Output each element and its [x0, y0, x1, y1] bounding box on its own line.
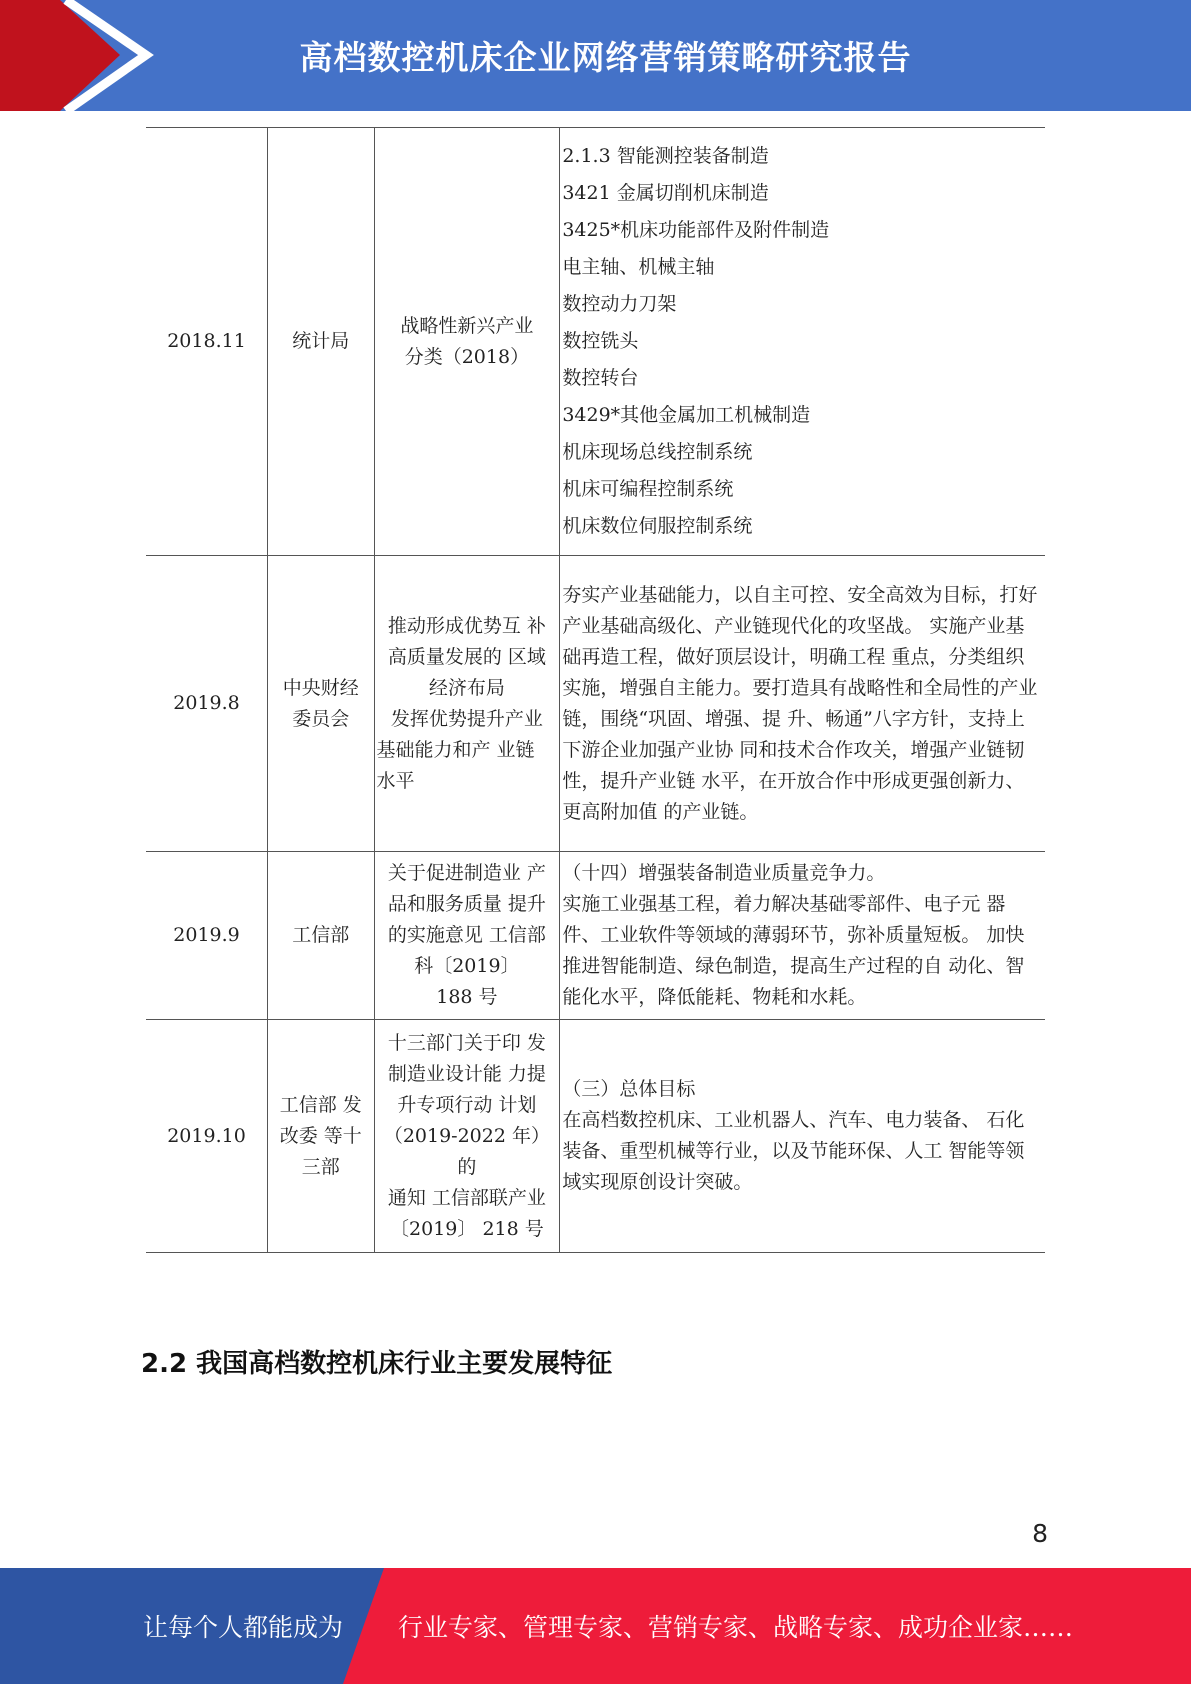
header-title: 高档数控机床企业网络营销策略研究报告 — [299, 38, 912, 77]
document-line: 水平 — [376, 769, 415, 792]
document-line: 战略性新兴产业 — [400, 314, 534, 337]
date-cell: 2019.10 — [146, 1020, 268, 1253]
document-cell — [374, 128, 560, 556]
content-line: 数控铣头 — [562, 330, 639, 352]
document-line: 高质量发展的 区域 — [387, 645, 546, 668]
document-line: 关于促进制造业 产 — [387, 862, 546, 884]
content-cell — [560, 1020, 1045, 1253]
dept-line: 委员会 — [292, 707, 350, 730]
document-line: 经济布局 — [428, 676, 505, 699]
section-heading: 2.2 我国高档数控机床行业主要发展特征 — [141, 1349, 613, 1379]
content-line: 数控转台 — [562, 367, 639, 389]
dept-line: 改委 等十 — [279, 1124, 362, 1147]
table-row — [146, 1020, 1045, 1253]
content-cell — [560, 556, 1045, 852]
date-cell: 2019.9 — [146, 852, 268, 1020]
table-row — [146, 128, 1045, 556]
document-line: 发挥优势提升产业 — [390, 707, 543, 730]
document-line: 的实施意见 工信部 — [387, 924, 546, 946]
table-row — [146, 852, 1045, 1020]
page-number: 8 — [1032, 1519, 1048, 1548]
document-line: 科〔2019〕 — [414, 955, 520, 977]
document-line: 制造业设计能 力提 — [387, 1062, 546, 1085]
date-cell: 2018.11 — [146, 128, 268, 556]
content-line: 2.1.3 智能测控装备制造 — [562, 145, 769, 167]
dept-line: 工信部 发 — [279, 1093, 362, 1116]
content-line: （十四）增强装备制造业质量竞争力。 — [562, 862, 886, 884]
document-line: 升专项行动 计划 — [397, 1093, 537, 1116]
document-line: 品和服务质量 提升 — [387, 893, 546, 915]
dept-cell — [268, 1020, 374, 1253]
document-cell — [374, 556, 560, 852]
document-line: 基础能力和产 业链 — [376, 738, 535, 761]
content-line: （三）总体目标 — [562, 1078, 696, 1100]
document-line: 推动形成优势互 补 — [387, 614, 546, 637]
dept-cell: 统计局 — [268, 128, 374, 556]
date-cell: 2019.8 — [146, 556, 268, 852]
footer-slogan-right: 行业专家、管理专家、营销专家、战略专家、成功企业家…… — [398, 1613, 1074, 1642]
document-line: 通知 工信部联产业 — [387, 1186, 546, 1209]
content-line: 机床现场总线控制系统 — [562, 441, 753, 463]
document-line: 〔2019〕 218 号 — [390, 1217, 544, 1240]
content-line: 3425*机床功能部件及附件制造 — [562, 219, 830, 241]
content-paragraph: 夯实产业基础能力，以自主可控、安全高效为目标，打好产业基础高级化、产业链现代化的攻坚战。 实施产业基础再造工程，做好顶层设计，明确工程 重点，分类组织实施，增强自主能力。要打造具有战略性和全局性的产业链，围绕“巩固、增强、提 升、畅通”八字方针，支持上下游企业加强产业协 同和技术合作攻关，增强产业链韧性，提升产业链 水平，在开放合作中形成更强创新力、更高附加值 的产业链。 — [562, 583, 1038, 823]
page-footer — [0, 1568, 1191, 1684]
document-line: （2019-2022 年）的 — [383, 1124, 550, 1178]
document-line: 十三部门关于印 发 — [387, 1031, 546, 1054]
content-line: 机床可编程控制系统 — [562, 478, 734, 500]
document-cell — [374, 852, 560, 1020]
content-line: 机床数位伺服控制系统 — [562, 515, 753, 537]
dept-cell — [268, 556, 374, 852]
dept-cell: 工信部 — [268, 852, 374, 1020]
content-line: 数控动力刀架 — [562, 293, 677, 315]
content-cell — [560, 128, 1045, 556]
content-line: 电主轴、机械主轴 — [562, 256, 715, 278]
content-paragraph: 实施工业强基工程，着力解决基础零部件、电子元 器件、工业软件等领域的薄弱环节，弥补质量短板。 加快推进智能制造、绿色制造，提高生产过程的自 动化、智能化水平，降低能耗、物耗和水耗。 — [562, 893, 1025, 1008]
table-row — [146, 556, 1045, 852]
content-line: 3429*其他金属加工机械制造 — [562, 404, 811, 426]
policy-table — [146, 127, 1045, 1253]
content-line: 3421 金属切削机床制造 — [562, 182, 769, 204]
dept-line: 三部 — [301, 1155, 340, 1178]
content-paragraph: 在高档数控机床、工业机器人、汽车、电力装备、 石化装备、重型机械等行业，以及节能环保、人工 智能等领域实现原创设计突破。 — [562, 1109, 1025, 1193]
document-line: 188 号 — [436, 986, 498, 1008]
footer-slogan-left: 让每个人都能成为 — [143, 1613, 344, 1642]
document-cell — [374, 1020, 560, 1253]
dept-line: 中央财经 — [282, 676, 359, 699]
document-line: 分类（2018） — [404, 345, 530, 368]
page-header — [0, 0, 1191, 111]
content-cell — [560, 852, 1045, 1020]
